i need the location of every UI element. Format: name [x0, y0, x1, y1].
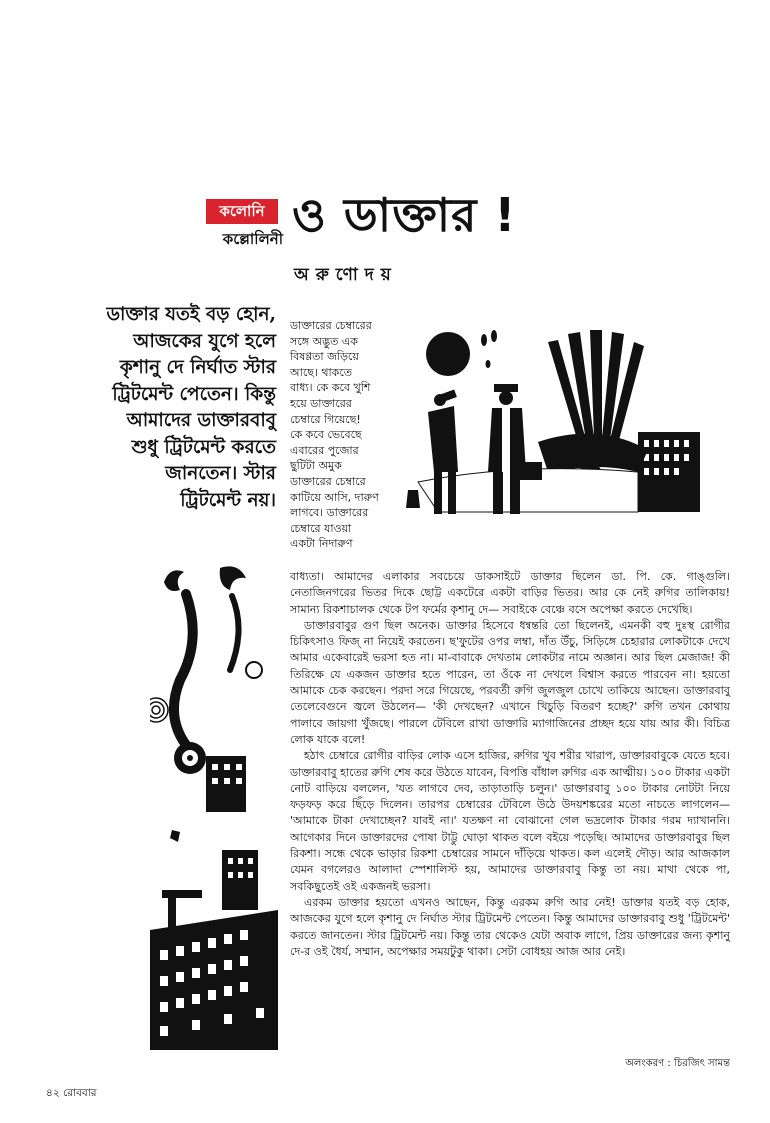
- pull-quote-line: ট্রিটমেন্ট পেতেন। কিন্তু: [112, 383, 276, 405]
- intro-column: [290, 318, 408, 552]
- body-paragraph: বাধ্যতা। আমাদের এলাকার সবচেয়ে ডাকসাইটে ডাক্তার ছিলেন ডা. পি. কে. গাঙ্গুলি। নেতাজিনগরের ভিতর দিকে ছোট্ট একটেরে একটা বাড়ির ভিতর। আর কে নেই রুগির তালিকায়! সামান্য রিকশাচালক থেকে টপ ফর্মের কৃশানু দে— সবাইকে বেঞ্চে বসে অপেক্ষা করতে দেখেছি।: [290, 570, 730, 616]
- intro-line: কাটিয়ে আসি, দারুণ: [290, 490, 379, 504]
- intro-line: বাধ্য। কে কবে খুশি: [290, 381, 371, 395]
- intro-line: কে কবে ভেবেছে: [290, 428, 362, 442]
- intro-line: এবারের পুজোর: [290, 443, 359, 457]
- pull-quote-line: আমাদের ডাক্তারবাবু: [126, 410, 276, 431]
- intro-line: বিষণ্ণতা জড়িয়ে: [290, 350, 359, 364]
- intro-line: সঙ্গে অদ্ভুত এক: [290, 334, 358, 348]
- intro-line: ডাক্তারের চেম্বারের: [290, 319, 372, 332]
- doctor-rickshaw-illustration: [398, 322, 708, 522]
- pull-quote-line: ডাক্তার যতই বড় হোন,: [106, 304, 276, 325]
- illustration-credit: অলংকরণ : চিরজিৎ সামন্ত: [625, 1058, 730, 1069]
- intro-line: ছুটিটা অমুক: [290, 459, 342, 473]
- body-paragraph: এরকম ডাক্তার হয়তো এখনও আছেন, কিন্তু এরকম রুগি আর নেই! ডাক্তার যতই বড় হোক, আজকের যুগে হলে কৃশানু দে নির্ঘাত স্টার ট্রিটমেন্ট পেতেন। কিন্তু আমাদের ডাক্তারবাবু শুধু 'ট্রিটমেন্ট' করতে জানতেন। স্টার ট্রিটমেন্ট নয়। কিন্তু তার থেকেও যেটা অবাক লাগে, প্রিয় ডাক্তারের জন্য কৃশানু দে-র ওই ধৈর্য, সম্মান, অপেক্ষার সময়টুকু থাকা। সেটা বোধহয় আজ আর নেই।: [290, 895, 730, 958]
- intro-line: হয়ে ডাক্তারের: [290, 396, 352, 410]
- pull-quote-line: ট্রিটমেন্ট নয়।: [180, 489, 276, 511]
- page-folio: ৪২ রোববার: [46, 1087, 97, 1099]
- intro-line: চেম্বারে যাওয়া: [290, 521, 352, 535]
- section-tag: কলোনি: [206, 199, 278, 224]
- pull-quote-line: আজকের যুগে হলে: [133, 330, 276, 352]
- intro-line: চেম্বারে গিয়েছে!: [290, 412, 361, 426]
- article-body: [290, 569, 730, 960]
- stethoscope-city-illustration: [150, 560, 278, 1050]
- intro-line: লাগবে। ডাক্তারের: [290, 506, 369, 520]
- column-name: কল্লোলিনী: [222, 230, 283, 248]
- pull-quote: [70, 302, 276, 514]
- pull-quote-line: কৃশানু দে নির্ঘাত স্টার: [119, 357, 276, 378]
- byline: অরুণোদয়: [294, 265, 398, 285]
- pull-quote-line: জানতেন। স্টার: [165, 463, 276, 484]
- body-paragraph: হঠাৎ চেম্বারে রোগীর বাড়ির লোক এসে হাজির, রুগির খুব শরীর খারাপ, ডাক্তারবাবুকে যেতে হবে। ডাক্তারবাবু হাতের রুগি শেষ করে উঠতে যাবেন, বিপত্তি বাঁধাল রুগির এক আত্মীয়। ১০০ টাকার একটা নোট বাড়িয়ে বললেন, 'যত লাগবে দেব, তাড়াতাড়ি চলুন।' ডাক্তারবাবু ১০০ টাকার নোটটা নিয়ে ফড়ফড় করে ছিঁড়ে দিলেন। তারপর চেম্বারের টেবিলে উঠে উদয়শঙ্করের মতো নাচতে লাগলেন— 'আমাকে টাকা দেখাচ্ছেন? যাবই না।' যতক্ষণ না বোঝানো গেল ভদ্রলোক টাকার গরম দ্যাখাননি। আগেকার দিনে ডাক্তারদের পোষা টাট্টু ঘোড়া থাকত বলে বইয়ে পড়েছি। আমাদের ডাক্তারবাবুর ছিল রিকশা। সন্ধে থেকে ভাড়ার রিকশা চেম্বারের সামনে দাঁড়িয়ে থাকত। কল এলেই দৌড়। আর আজকাল যেমন বগলেরও আলাদা স্পেশালিস্ট হয়, আমাদের ডাক্তারবাবু কিন্তু তা নয়। মাথা থেকে পা, সবকিছুতেই ওই একজনই ভরসা।: [290, 749, 730, 893]
- intro-line: আছে। থাকতে: [290, 365, 353, 379]
- body-paragraph: ডাক্তারবাবুর গুণ ছিল অনেক। ডাক্তার হিসেবে ধন্বন্তরি তো ছিলেনই, এমনকী বহু দুঃস্থ রোগীর চিকিৎসাও ফিজ্ না নিয়েই করতেন। ছ'ফুটের ওপর লম্বা, দাঁত উঁচু, সিড়িঙ্গে চেহারার লোকটাকে দেখে আমার একেবারেই ভরসা হত না। মা-বাবাকে দেখতাম লোকটার নামে অজ্ঞান। আর ছিল মেজাজ! কী তিরিক্ষে যে একজন ডাক্তার হতে পারেন, তা ওঁকে না দেখলে বিশ্বাস করতে পারবেন না। হয়তো আমাকে চেক করছেন। পরদা সরে গিয়েছে, পরবর্তী রুগি জুলজুল চোখে তাকিয়ে আছেন। ডাক্তারবাবু তেলেবেগুনে জ্বলে উঠলেন— 'কী দেখছেন? এখানে খিচুড়ি বিতরণ হচ্ছে?' রুগি তখন কোথায় পালাবে জায়গা খুঁজছে। পারলে টেবিলে রাখা ডাক্তারি ম্যাগাজিনের প্রচ্ছদ হয়ে যায় আর কী। বিচিত্র লোক যাকে বলে!: [290, 618, 730, 746]
- pull-quote-line: শুধু ট্রিটমেন্ট করতে: [131, 436, 276, 458]
- intro-line: একটা নিদারুণ: [290, 537, 353, 551]
- article-title: ও ডাক্তার !: [292, 188, 517, 242]
- intro-line: ডাক্তারের চেম্বারে: [290, 474, 366, 488]
